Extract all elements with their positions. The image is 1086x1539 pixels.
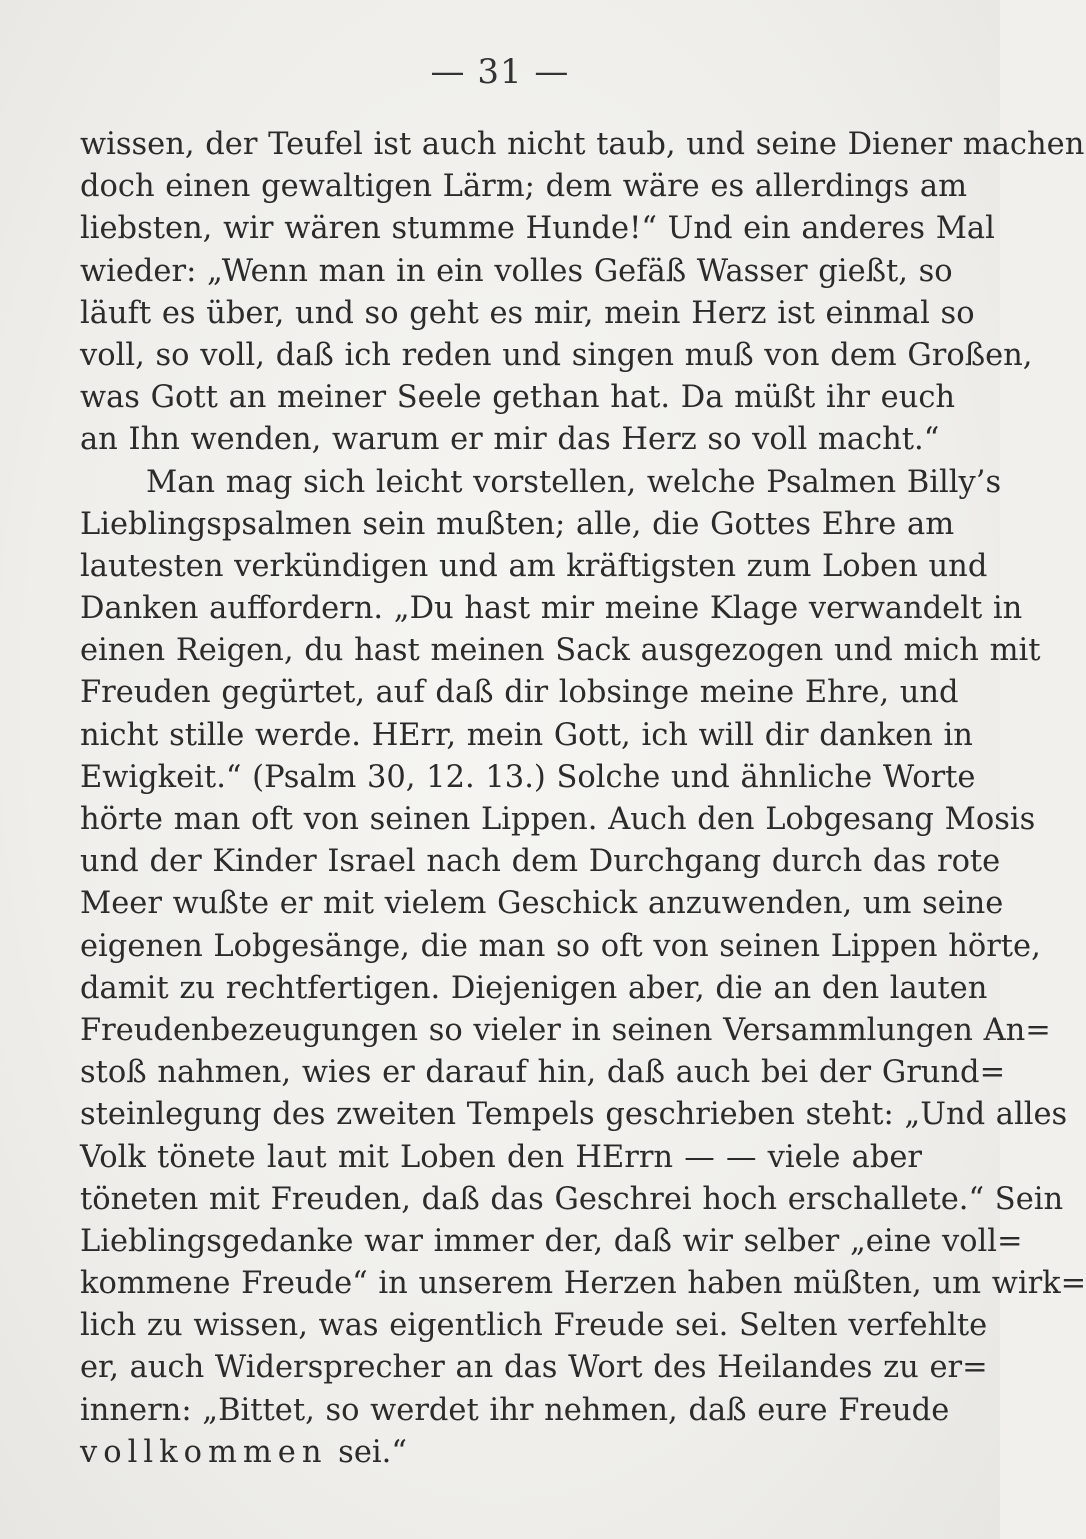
- text-line: doch einen gewaltigen Lärm; dem wäre es allerdings am: [80, 169, 968, 205]
- text-line: eigenen Lobgesänge, die man so oft von seinen Lippen hörte,: [80, 928, 1041, 964]
- text-line: wieder: „Wenn man in ein volles Gefäß Wasser gießt, so: [80, 253, 953, 289]
- text-line: was Gott an meiner Seele gethan hat. Da müßt ihr euch: [80, 380, 956, 416]
- text-line: einen Reigen, du hast meinen Sack ausgezogen und mich mit: [80, 633, 1041, 669]
- text-line: stoß nahmen, wies er darauf hin, daß auch bei der Grund=: [80, 1055, 1006, 1091]
- text-line: voll, so voll, daß ich reden und singen muß von dem Großen,: [80, 337, 1033, 373]
- text-line: innern: „Bittet, so werdet ihr nehmen, daß eure Freude: [80, 1392, 950, 1428]
- text-line: Freudenbezeugungen so vieler in seinen Versammlungen An=: [80, 1012, 1051, 1048]
- text-line: nicht stille werde. HErr, mein Gott, ich will dir danken in: [80, 717, 973, 753]
- text-line: vollkommen sei.“: [80, 1434, 407, 1470]
- text-line: Danken auffordern. „Du hast mir meine Klage verwandelt in: [80, 591, 1023, 627]
- text-line: Ewigkeit.“ (Psalm 30, 12. 13.) Solche und ähnliche Worte: [80, 759, 976, 795]
- text-line: Freuden gegürtet, auf daß dir lobsinge meine Ehre, und: [80, 675, 959, 711]
- text-line: damit zu rechtfertigen. Diejenigen aber, die an den lauten: [80, 970, 988, 1006]
- body-text: [80, 124, 1086, 1474]
- text-line: er, auch Widersprecher an das Wort des Heilandes zu er=: [80, 1350, 988, 1386]
- text-line: steinlegung des zweiten Tempels geschrieben steht: „Und alles: [80, 1097, 1068, 1133]
- spaced-word: vollkommen: [80, 1434, 328, 1470]
- text-line: kommene Freude“ in unserem Herzen haben müßten, um wirk=: [80, 1266, 1086, 1302]
- text-line: an Ihn wenden, warum er mir das Herz so voll macht.“: [80, 422, 940, 458]
- text-line: Lieblingspsalmen sein mußten; alle, die Gottes Ehre am: [80, 506, 955, 542]
- text-line: töneten mit Freuden, daß das Geschrei hoch erschallete.“ Sein: [80, 1181, 1064, 1217]
- text-line: und der Kinder Israel nach dem Durchgang durch das rote: [80, 844, 1001, 880]
- text-line: Volk tönete laut mit Loben den HErrn — — viele aber: [80, 1139, 922, 1175]
- text-line: läuft es über, und so geht es mir, mein Herz ist einmal so: [80, 295, 975, 331]
- text-line: Man mag sich leicht vorstellen, welche Psalmen Billy’s: [146, 464, 1002, 500]
- text-line: hörte man oft von seinen Lippen. Auch den Lobgesang Mosis: [80, 802, 1036, 837]
- text-line: wissen, der Teufel ist auch nicht taub, und seine Diener machen: [80, 127, 1085, 162]
- text-line: lich zu wissen, was eigentlich Freude sei. Selten verfehlte: [80, 1308, 988, 1344]
- page-number: — 31 —: [430, 52, 570, 92]
- text-line: liebsten, wir wären stumme Hunde!“ Und ein anderes Mal: [80, 211, 995, 247]
- text-line: Meer wußte er mit vielem Geschick anzuwenden, um seine: [80, 886, 1004, 922]
- text-line: Lieblingsgedanke war immer der, daß wir selber „eine voll=: [80, 1223, 1023, 1259]
- text-line: lautesten verkündigen und am kräftigsten zum Loben und: [80, 548, 988, 584]
